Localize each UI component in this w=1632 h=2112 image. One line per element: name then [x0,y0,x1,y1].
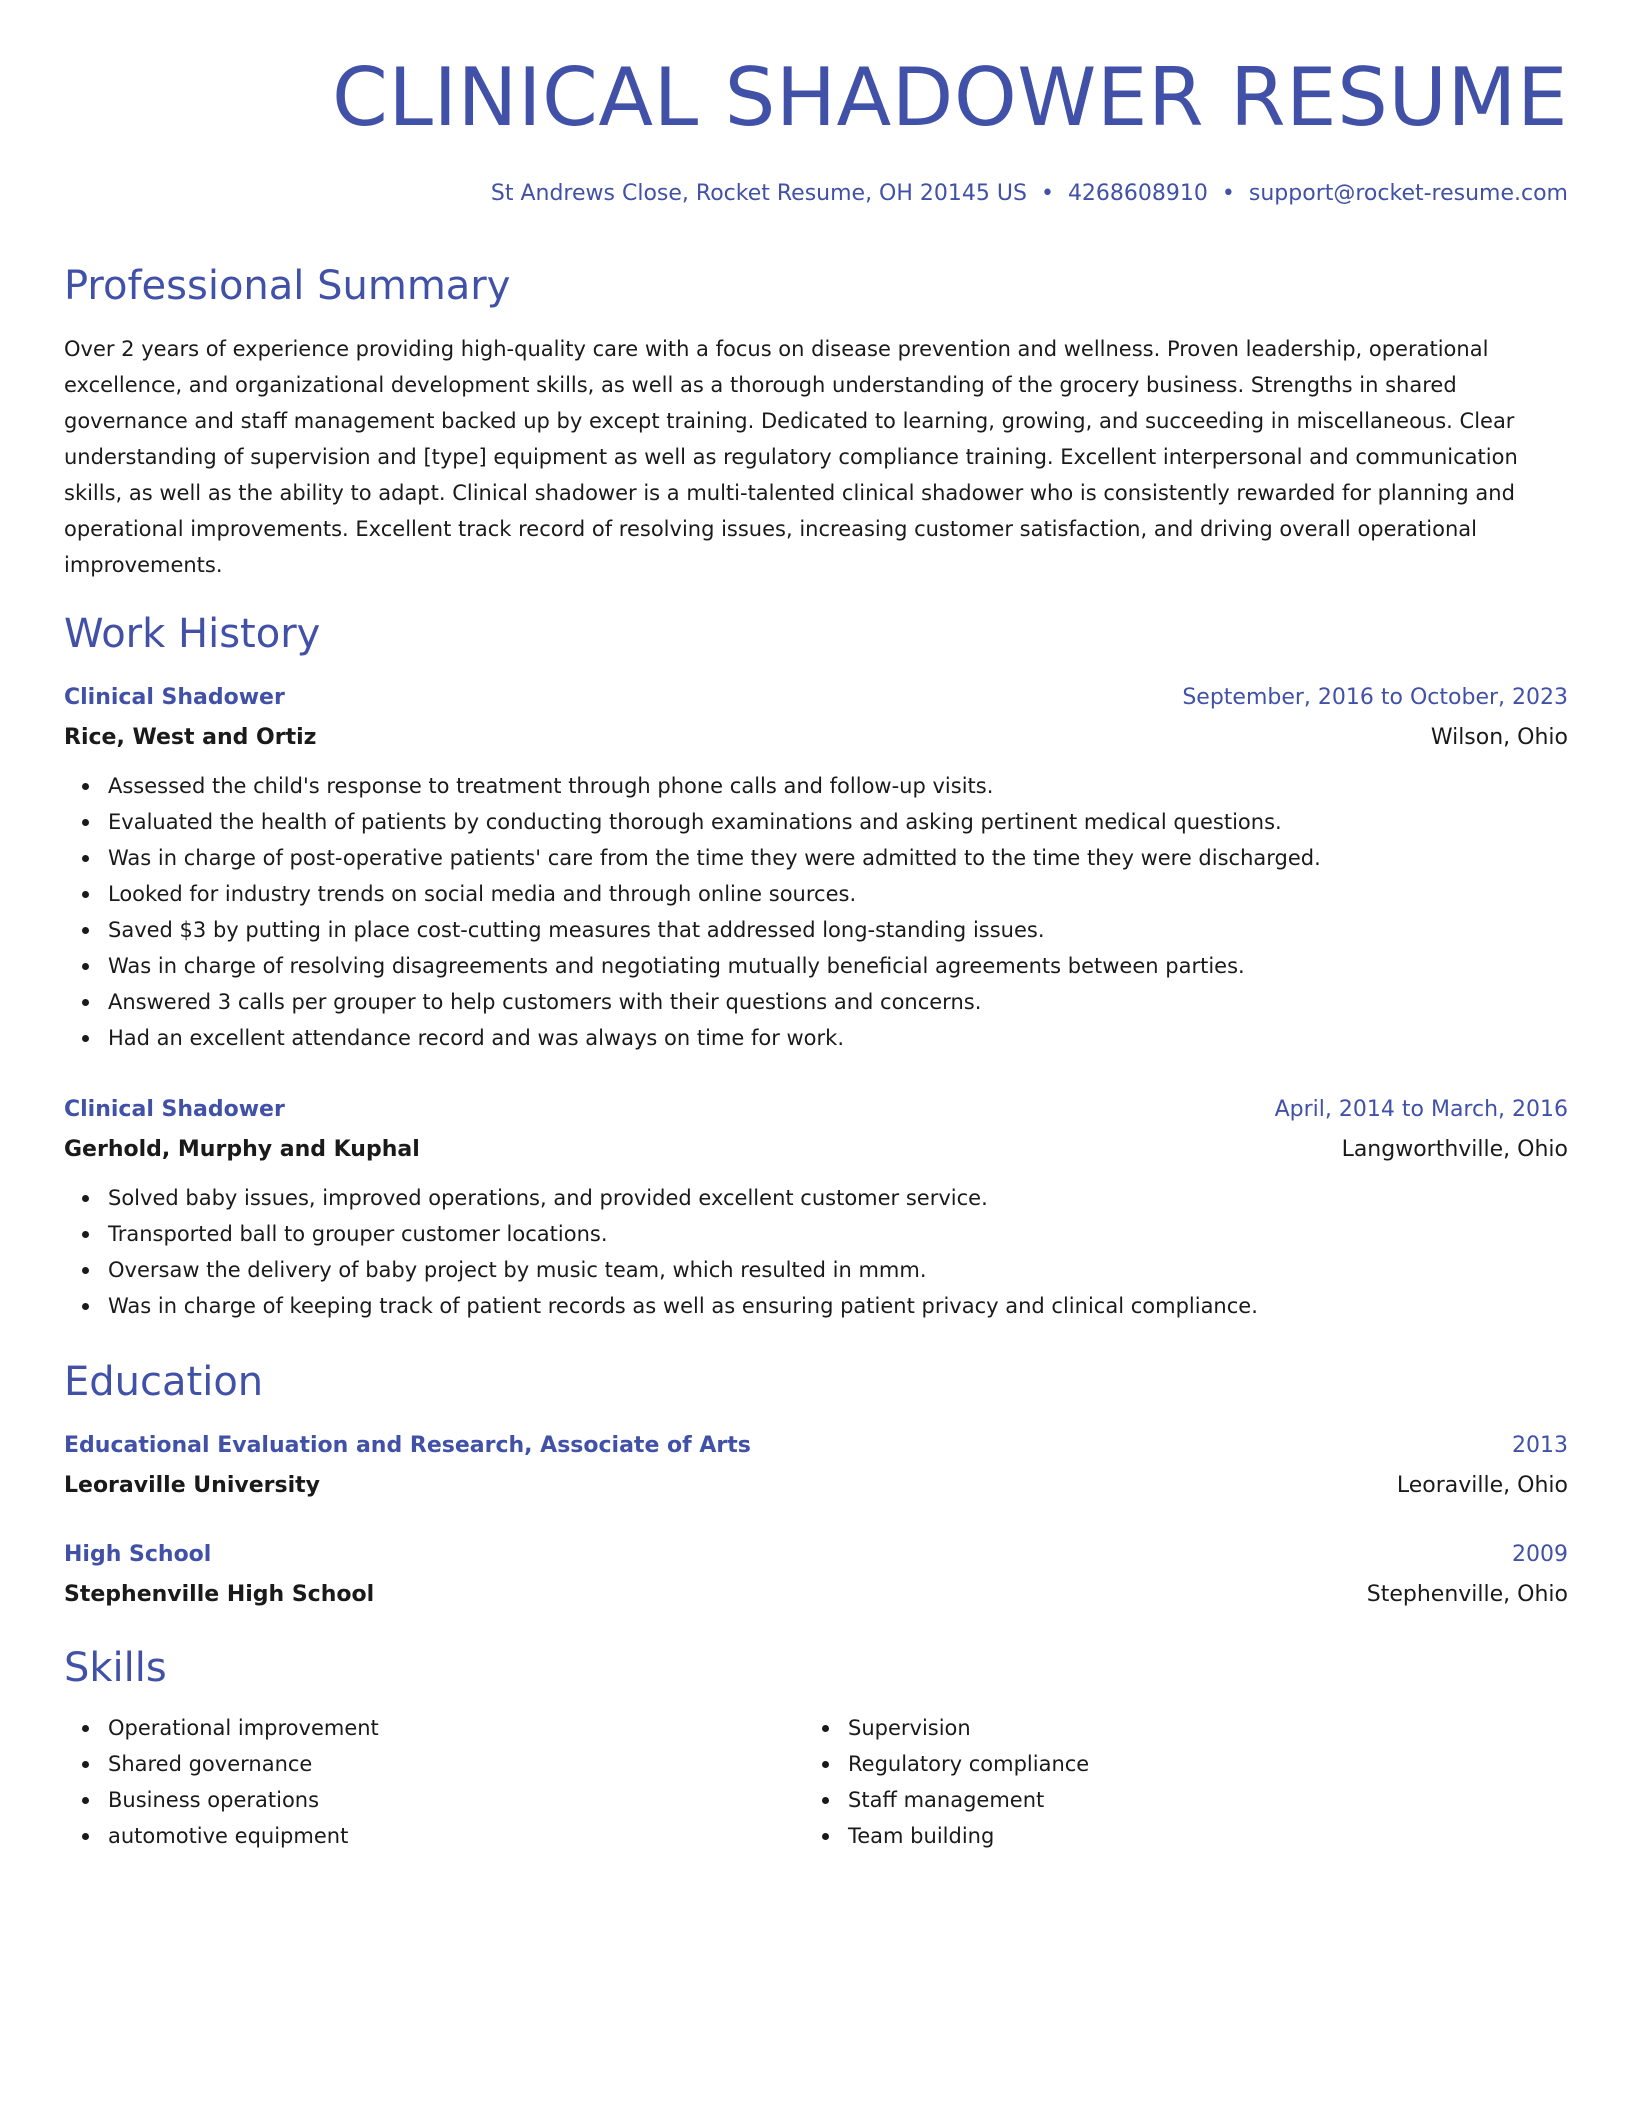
education-location: Stephenville, Ohio [1366,1582,1568,1607]
list-item: Saved $3 by putting in place cost-cutting measures that addressed long-standing issues. [108,912,1568,948]
skills-column-left [64,1710,804,1854]
education-degree: Educational Evaluation and Research, Associate of Arts [64,1433,751,1458]
skills-list [804,1710,1544,1854]
list-item: Answered 3 calls per grouper to help customers with their questions and concerns. [108,984,1568,1020]
job-title: Clinical Shadower [64,1097,285,1122]
education-entry [64,1535,1568,1615]
skill-item: Team building [848,1818,1544,1854]
contact-line [491,178,1568,210]
list-item: Had an excellent attendance record and was always on time for work. [108,1020,1568,1056]
education-header-row [64,1426,1568,1466]
list-item: Evaluated the health of patients by conducting thorough examinations and asking pertinent medical questions. [108,804,1568,840]
job-company-row [64,718,1568,758]
job-location: Wilson, Ohio [1430,725,1568,750]
education-school: Leoraville University [64,1473,320,1498]
education-location: Leoraville, Ohio [1396,1473,1568,1498]
summary-text: Over 2 years of experience providing high-quality care with a focus on disease prevention and wellness. Proven leadership, operational excellence, and organizational development skills, as well as a thorough understanding of the grocery business. Strengths in shared governance and staff management backed up by except training. Dedicated to learning, growing, and succeeding in miscellaneous. Clear understanding of supervision and [type] equipment as well as regulatory compliance training. Excellent interpersonal and communication skills, as well as the ability to adapt. Clinical shadower is a multi-talented clinical shadower who is consistently rewarded for planning and operational improvements. Excellent track record of resolving issues, increasing customer satisfaction, and driving overall operational improvements. [64,337,1518,577]
education-heading: Education [64,1359,264,1405]
skill-item: Shared governance [108,1746,804,1782]
job-bullets [64,768,1568,1056]
list-item: Looked for industry trends on social media and through online sources. [108,876,1568,912]
contact-address: St Andrews Close, Rocket Resume, OH 20145 US [490,181,1027,206]
education-school-row [64,1466,1568,1506]
job-header-row [64,1090,1568,1130]
work-heading: Work History [64,611,321,657]
job-entry [64,678,1568,1056]
education-year: 2013 [1512,1433,1568,1458]
list-item: Oversaw the delivery of baby project by music team, which resulted in mmm. [108,1252,1568,1288]
job-entry [64,1090,1568,1324]
skill-item: Regulatory compliance [848,1746,1544,1782]
list-item: Was in charge of resolving disagreements and negotiating mutually beneficial agreements between parties. [108,948,1568,984]
resume-title: CLINICAL SHADOWER RESUME [332,51,1568,144]
job-dates: April, 2014 to March, 2016 [1274,1097,1568,1122]
job-header-row [64,678,1568,718]
skills-heading: Skills [64,1645,167,1691]
education-year: 2009 [1512,1542,1568,1567]
skills-list [64,1710,804,1854]
education-school: Stephenville High School [64,1582,375,1607]
education-header-row [64,1535,1568,1575]
contact-phone: 4268608910 [1067,181,1208,206]
skill-item: Business operations [108,1782,804,1818]
list-item: Was in charge of post-operative patients' care from the time they were admitted to the time they were discharged. [108,840,1568,876]
job-bullets [64,1180,1568,1324]
list-item: Was in charge of keeping track of patient records as well as ensuring patient privacy and clinical compliance. [108,1288,1568,1324]
skills-grid [64,1710,1568,1854]
contact-separator: • [1040,181,1054,206]
list-item: Transported ball to grouper customer locations. [108,1216,1568,1252]
contact-email[interactable]: support@rocket-resume.com [1248,181,1568,206]
job-dates: September, 2016 to October, 2023 [1182,685,1568,710]
skill-item: Operational improvement [108,1710,804,1746]
job-company: Rice, West and Ortiz [64,725,317,750]
skill-item: Supervision [848,1710,1544,1746]
job-title: Clinical Shadower [64,685,285,710]
education-degree: High School [64,1542,212,1567]
skill-item: automotive equipment [108,1818,804,1854]
education-entry [64,1426,1568,1506]
job-company: Gerhold, Murphy and Kuphal [64,1137,420,1162]
list-item: Solved baby issues, improved operations, and provided excellent customer service. [108,1180,1568,1216]
list-item: Assessed the child's response to treatment through phone calls and follow-up visits. [108,768,1568,804]
contact-separator: • [1221,181,1235,206]
job-company-row [64,1130,1568,1170]
skills-column-right [804,1710,1544,1854]
summary-heading: Professional Summary [64,263,511,309]
education-school-row [64,1575,1568,1615]
skill-item: Staff management [848,1782,1544,1818]
job-location: Langworthville, Ohio [1341,1137,1568,1162]
